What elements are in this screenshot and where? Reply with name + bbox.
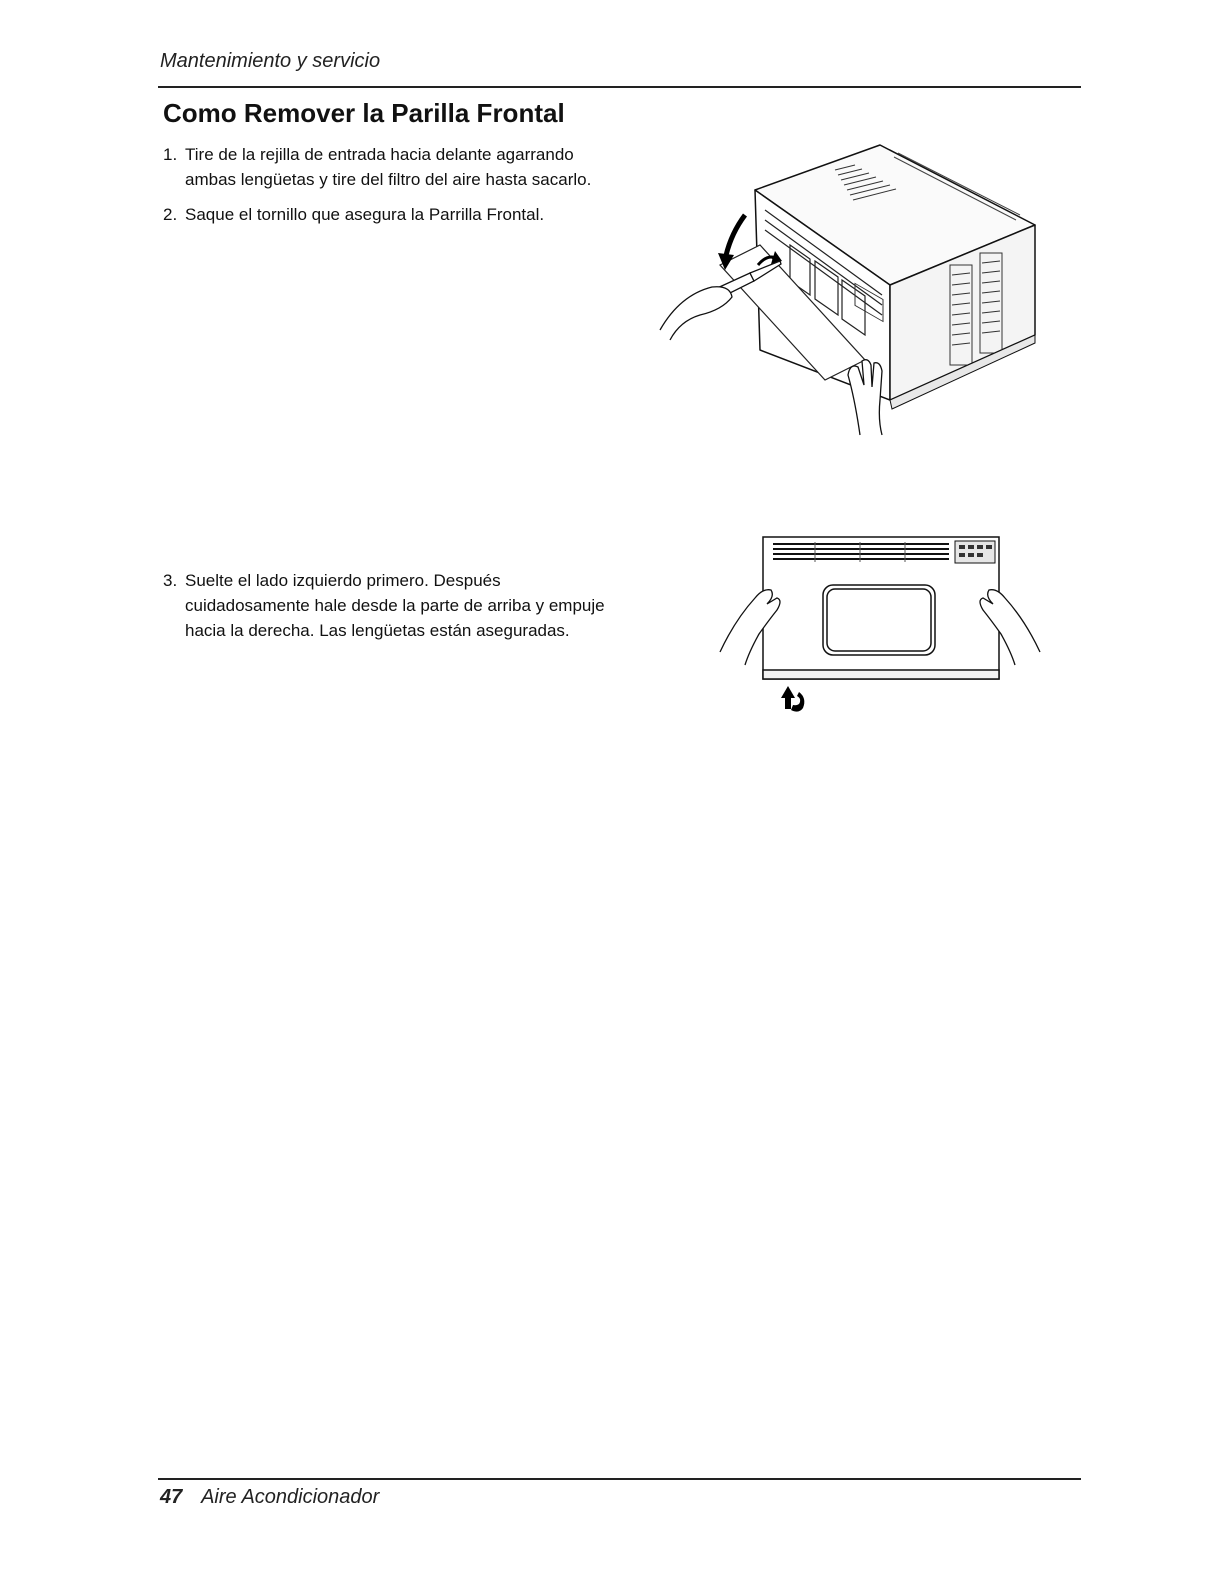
step-number: 1. <box>163 145 178 164</box>
step-text: Suelte el lado izquierdo primero. Después cuidadosamente hale desde la parte de arriba y empuje hacia la derecha. Las lengüetas están aseguradas. <box>185 571 605 640</box>
step-text: Saque el tornillo que asegura la Parrilla Frontal. <box>185 205 545 224</box>
step-number: 2. <box>163 205 178 224</box>
front-grille-removal-illustration <box>715 530 1045 715</box>
page-footer <box>160 1486 379 1509</box>
step-item <box>163 202 623 227</box>
bottom-divider <box>158 1478 1081 1480</box>
step-text: Tire de la rejilla de entrada hacia delante agarrando ambas lengüetas y tire del filtro del aire hasta sacarlo. <box>185 145 592 189</box>
step-item <box>163 142 623 192</box>
page-title: Como Remover la Parilla Frontal <box>163 98 565 128</box>
step-item <box>163 568 623 643</box>
steps-list-1 <box>163 142 623 237</box>
step-number: 3. <box>163 571 178 590</box>
steps-list-2 <box>163 568 623 653</box>
footer-product-name: Aire Acondicionador <box>201 1486 380 1508</box>
top-divider <box>158 86 1081 88</box>
page-number: 47 <box>160 1486 183 1508</box>
section-header: Mantenimiento y servicio <box>160 50 381 72</box>
ac-unit-screw-removal-illustration <box>650 135 1050 440</box>
